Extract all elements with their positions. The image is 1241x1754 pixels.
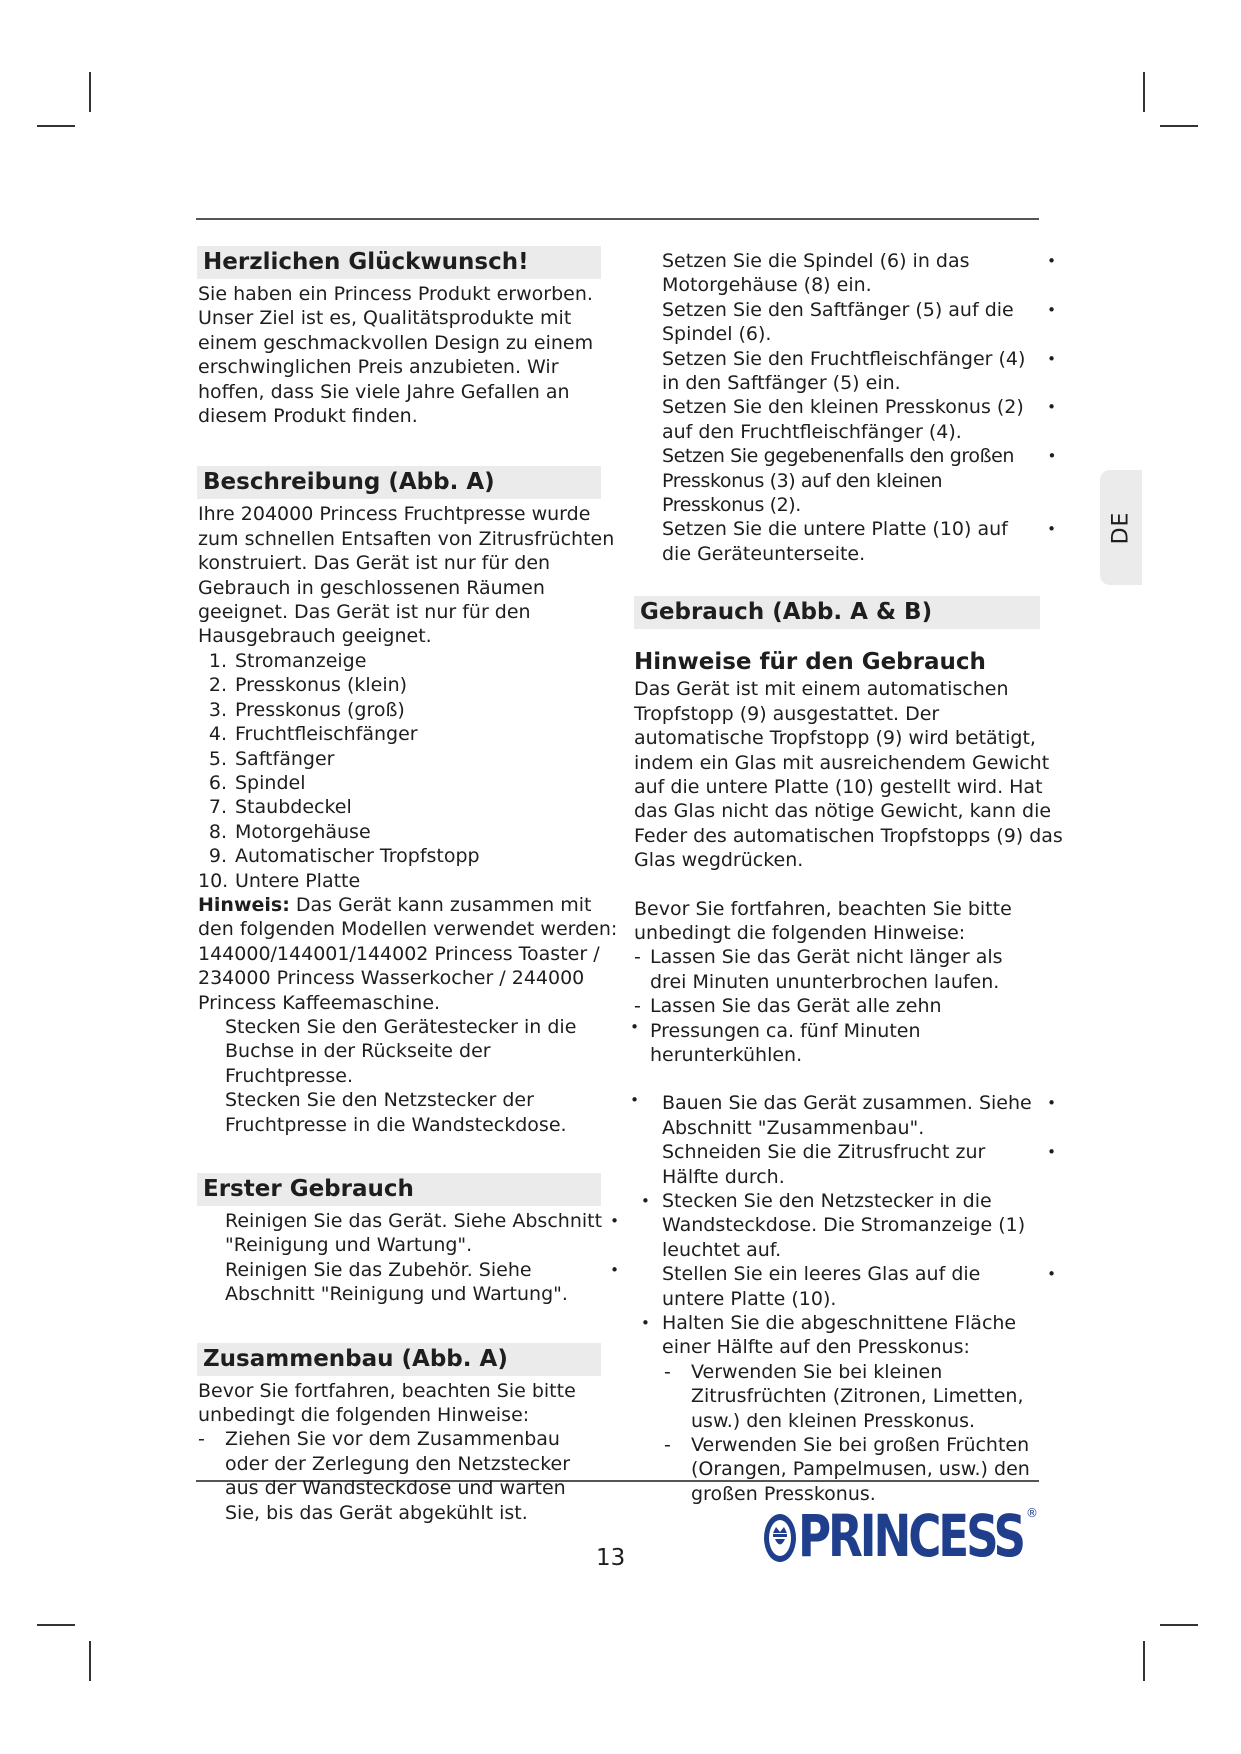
assembly-intro: Bevor Sie fortfahren, beachten Sie bitte unbedingt die folgenden Hinweise: xyxy=(198,1379,576,1427)
parts-list-item: 3. Presskonus (groß) xyxy=(208,698,405,721)
assembly-notes xyxy=(198,1427,578,1525)
connection-step: Stecken Sie den Gerätestecker in die Buchse in der Rückseite der Fruchtpresse. • xyxy=(225,1015,625,1088)
note-label: Hinweis: xyxy=(198,893,290,916)
princess-logo xyxy=(760,1500,1040,1572)
cone-notes xyxy=(664,1360,1034,1506)
page-number: 13 xyxy=(596,1545,626,1571)
brand-wordmark: PRINCESS xyxy=(798,1502,1023,1570)
note-text: Das Gerät kann zusammen mit den folgenden Modellen verwendet werden: 144000/144001/144002 Princess Toaster / 234000 Princess Wasserkocher / 244000 Princess Kaffeemaschine. xyxy=(198,893,618,1014)
parts-list-item: 9. Automatischer Tropfstopp xyxy=(208,845,480,868)
usage-step: Bauen Sie das Gerät zusammen. Siehe Abschnitt "Zusammenbau". • xyxy=(662,1091,1042,1140)
assembly-step: Setzen Sie den Fruchtfleischfänger (4) in den Saftfänger (5) ein. • xyxy=(662,347,1042,396)
usage-steps-c xyxy=(662,1262,1042,1311)
parts-list-item: 6. Spindel xyxy=(208,771,306,794)
usage-text: Das Gerät ist mit einem automatischen Tropfstopp (9) ausgestattet. Der automatische Tropfstopp (9) wird betätigt, indem ein Glas mit ausreichendem Gewicht auf die untere Platte (10) gestellt wird. Hat das Glas nicht das nötige Gewicht, kann die Feder des automatischen Tropfstopps (9) das Glas wegdrücken. xyxy=(634,678,1063,872)
usage-step: • Stecken Sie den Netzstecker in die Wandsteckdose. Die Stromanzeige (1) leuchtet auf. xyxy=(635,1189,1030,1262)
first-use-heading: Erster Gebrauch xyxy=(197,1173,601,1206)
parts-list-item: 7. Staubdeckel xyxy=(208,796,352,819)
right-column xyxy=(634,249,1064,1506)
compatibility-note xyxy=(198,893,625,1015)
usage-note: - Lassen Sie das Gerät alle zehn Pressungen ca. fünf Minuten herunterkühlen. xyxy=(634,994,1024,1067)
congrats-heading: Herzlichen Glückwunsch! xyxy=(197,246,601,279)
usage-heading: Gebrauch (Abb. A & B) xyxy=(634,596,1040,629)
crop-mark xyxy=(1160,125,1198,127)
left-column xyxy=(197,246,625,1525)
usage-note: - Lassen Sie das Gerät nicht länger als drei Minuten ununterbrochen laufen. xyxy=(634,945,1024,994)
description-heading: Beschreibung (Abb. A) xyxy=(197,466,601,499)
parts-list-item: 8. Motorgehäuse xyxy=(208,820,371,843)
crop-mark xyxy=(37,125,75,127)
assembly-heading: Zusammenbau (Abb. A) xyxy=(197,1343,601,1376)
connection-step: Stecken Sie den Netzstecker der Fruchtpresse in die Wandsteckdose. • xyxy=(225,1088,625,1137)
description-text: Ihre 204000 Princess Fruchtpresse wurde zum schnellen Entsaften von Zitrusfrüchten konstruiert. Das Gerät ist nur für den Gebrauch in geschlossenen Räumen geeignet. Das Gerät ist nur für den Hausgebrauch geeignet. xyxy=(198,503,615,648)
assembly-note: - Ziehen Sie vor dem Zusammenbau oder der Zerlegung den Netzstecker aus der Wandsteckdose und warten Sie, bis das Gerät abgekühlt ist. xyxy=(198,1427,578,1525)
first-use-step: Reinigen Sie das Gerät. Siehe Abschnitt "Reinigung und Wartung". • xyxy=(225,1209,605,1258)
assembly-step: Setzen Sie gegebenenfalls den großen Presskonus (3) auf den kleinen Presskonus (2). • xyxy=(662,444,1042,517)
usage-steps-a xyxy=(662,1091,1042,1189)
usage-notes xyxy=(634,945,1024,1067)
top-rule xyxy=(196,218,1039,220)
crop-mark xyxy=(1143,1641,1145,1681)
parts-list-item: 10. Untere Platte xyxy=(198,869,361,892)
cone-note: - Verwenden Sie bei kleinen Zitrusfrüchten (Zitronen, Limetten, usw.) den kleinen Presskonus. xyxy=(664,1360,1034,1433)
usage-step: Schneiden Sie die Zitrusfrucht zur Hälfte durch. • xyxy=(662,1140,1042,1189)
crop-mark xyxy=(89,72,91,112)
assembly-step: Setzen Sie den kleinen Presskonus (2) auf den Fruchtfleischfänger (4). • xyxy=(662,395,1042,444)
usage-intro: Bevor Sie fortfahren, beachten Sie bitte unbedingt die folgenden Hinweise: xyxy=(634,897,1012,944)
cone-note: - Verwenden Sie bei großen Früchten (Orangen, Pampelmusen, usw.) den großen Presskonus. xyxy=(664,1433,1034,1506)
congrats-text: Sie haben ein Princess Produkt erworben. Unser Ziel ist es, Qualitätsprodukte mit einem geschmackvollen Design zu einem erschwinglichen Preis anzubieten. Wir hoffen, dass Sie viele Jahre Gefallen an diesem Produkt finden. xyxy=(198,283,594,428)
usage-step: Stellen Sie ein leeres Glas auf die untere Platte (10). • xyxy=(662,1262,1042,1311)
assembly-step: Setzen Sie die Spindel (6) in das Motorgehäuse (8) ein. • xyxy=(662,249,1042,298)
connection-steps xyxy=(225,1015,625,1137)
crop-mark xyxy=(37,1624,75,1626)
parts-list-item: 1. Stromanzeige xyxy=(208,649,367,672)
language-tab-label: DE xyxy=(1108,511,1134,544)
usage-subheading: Hinweise für den Gebrauch xyxy=(634,649,986,676)
assembly-steps xyxy=(662,249,1042,566)
assembly-step: Setzen Sie die untere Platte (10) auf die Geräteunterseite. • xyxy=(662,517,1042,566)
crop-mark xyxy=(89,1641,91,1681)
parts-list-item: 5. Saftfänger xyxy=(208,747,335,770)
first-use-steps xyxy=(225,1209,605,1307)
parts-list xyxy=(198,649,625,893)
usage-step: • Halten Sie die abgeschnittene Fläche einer Hälfte auf den Presskonus: xyxy=(635,1311,1035,1360)
language-tab[interactable] xyxy=(1100,470,1142,585)
first-use-step: Reinigen Sie das Zubehör. Siehe Abschnitt "Reinigung und Wartung". • xyxy=(225,1258,605,1307)
crop-mark xyxy=(1160,1624,1198,1626)
registered-mark: ® xyxy=(1026,1506,1038,1520)
parts-list-item: 2. Presskonus (klein) xyxy=(208,674,408,697)
parts-list-item: 4. Fruchtfleischfänger xyxy=(208,723,418,746)
assembly-step: Setzen Sie den Saftfänger (5) auf die Spindel (6). • xyxy=(662,298,1042,347)
usage-steps-b xyxy=(635,1189,1030,1262)
usage-steps-d xyxy=(635,1311,1035,1360)
crop-mark xyxy=(1143,72,1145,112)
